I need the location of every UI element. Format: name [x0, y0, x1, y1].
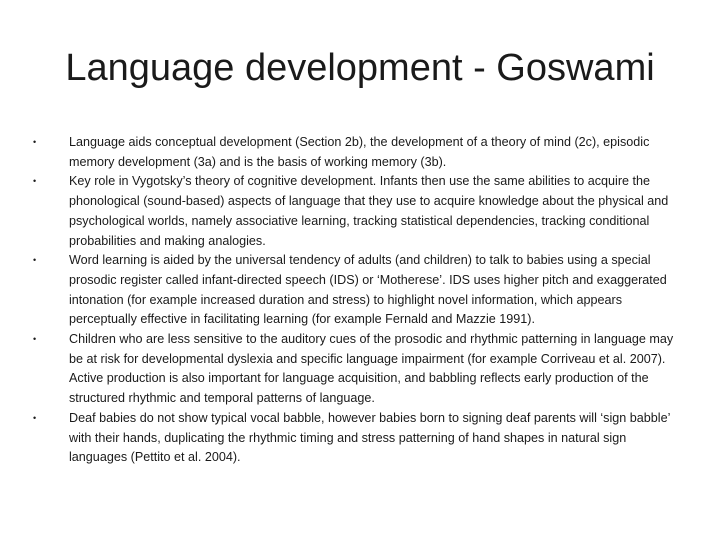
bullet-icon: •: [33, 176, 37, 187]
bullet-text: Key role in Vygotsky’s theory of cognitive development. Infants then use the same abilities to acquire the phonological (sound-based) aspects of language that they use to acquire knowledge about the physical and psychological worlds, namely associative learning, tracking statistical dependencies, tracking conditional probabilities and making analogies.: [69, 174, 669, 248]
bullet-list: [33, 133, 683, 468]
bullet-icon: •: [33, 412, 37, 423]
bullet-item-4: [33, 330, 683, 409]
bullet-item-5: [33, 409, 683, 468]
bullet-text: Children who are less sensitive to the auditory cues of the prosodic and rhythmic patterning in language may be at risk for developmental dyslexia and specific language impairment (for example Corriveau et al. 2007). Active production is also important for language acquisition, and babbling reflects early production of the structured rhythmic and temporal patterns of language.: [69, 332, 674, 406]
slide-title: Language development - Goswami: [65, 47, 655, 89]
bullet-icon: •: [33, 255, 37, 266]
bullet-icon: •: [33, 137, 37, 147]
bullet-item-2: [33, 172, 683, 251]
bullet-text: Word learning is aided by the universal tendency of adults (and children) to talk to babies using a special prosodic register called infant-directed speech (IDS) or ‘Motherese’. IDS uses higher pitch and exaggerated intonation (for example increased duration and stress) to highlight novel information, which appears perceptually effective in facilitating learning (for example Fernald and Mazzie 1991).: [69, 253, 667, 327]
bullet-icon: •: [33, 334, 37, 345]
bullet-item-1: [33, 133, 683, 172]
bullet-item-3: [33, 251, 683, 330]
bullet-text: Deaf babies do not show typical vocal babble, however babies born to signing deaf parents will ‘sign babble’ with their hands, duplicating the rhythmic timing and stress patterning of hand shapes in natural sign languages (Pettito et al. 2004).: [69, 410, 670, 465]
bullet-text: Language aids conceptual development (Section 2b), the development of a theory of mind (2c), episodic memory development (3a) and is the basis of working memory (3b).: [69, 135, 650, 169]
